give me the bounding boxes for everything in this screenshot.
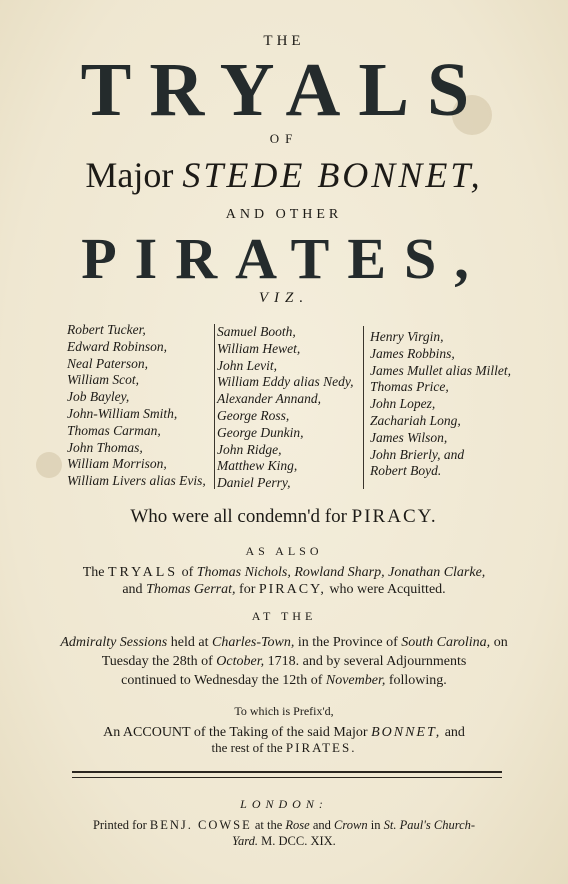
names-column-2	[217, 324, 354, 492]
text-run: in	[370, 818, 381, 832]
text-run: and	[122, 582, 143, 597]
title-and-other: AND OTHER	[225, 207, 343, 222]
account-line-2	[0, 740, 568, 756]
name-entry: Samuel Booth,	[217, 324, 296, 339]
name-entry: Matthew King,	[217, 458, 298, 474]
name-entry: John Levit,	[217, 357, 277, 373]
text-run: TRYALS	[107, 565, 179, 580]
name-entry: William Hewet,	[217, 340, 301, 356]
text-run: who were Acquitted.	[329, 582, 446, 597]
title-pirates: PIRATES,	[81, 226, 487, 291]
text-run: An ACCOUNT of the Taking of the said Major	[103, 725, 368, 740]
text-run: Yard.	[232, 834, 259, 848]
paper-stain	[36, 452, 62, 478]
imprint-line-1	[0, 818, 568, 833]
name-entry: Zachariah Long,	[370, 412, 461, 428]
text-run: Rose	[285, 818, 310, 832]
acquitted-names: Thomas Nichols, Rowland Sharp, Jonathan Clarke,	[196, 565, 486, 580]
name-entry: John Ridge,	[217, 441, 282, 457]
name-entry: John Brierly, and	[370, 446, 465, 462]
names-block	[67, 322, 517, 492]
name-entry: Daniel Perry,	[217, 475, 291, 491]
names-column-3	[370, 329, 511, 480]
text-run: South Carolina,	[401, 635, 491, 650]
sessions-line-3	[0, 673, 568, 689]
title-name: STEDE BONNET,	[182, 155, 483, 195]
name-entry: John-William Smith,	[67, 405, 178, 421]
name-entry: Edward Robinson,	[67, 338, 168, 354]
imprint-line-2	[0, 834, 568, 849]
text-run: November,	[325, 673, 386, 688]
text-run: Printed for	[92, 818, 147, 832]
name-entry: John Lopez,	[370, 396, 436, 412]
name-entry: James Wilson,	[370, 429, 448, 445]
name-entry: William Eddy alias Nedy,	[217, 374, 354, 390]
name-entry: Robert Tucker,	[67, 322, 146, 337]
condemned-text: Who were all condemn'd for	[130, 506, 347, 527]
text-run: October,	[216, 654, 265, 669]
sessions-line-1	[0, 635, 568, 651]
names-column-1	[67, 322, 206, 490]
condemned-word: PIRACY.	[351, 506, 438, 527]
name-entry: John Thomas,	[67, 439, 143, 455]
text-run: for	[239, 582, 256, 597]
acquitted-names: Thomas Gerrat,	[146, 582, 236, 597]
name-entry: George Dunkin,	[217, 424, 304, 440]
column-divider	[214, 324, 215, 489]
title-the: THE	[263, 33, 305, 49]
double-rule-bottom	[72, 777, 502, 778]
text-run: continued to Wednesday the 12th of	[121, 673, 323, 688]
name-entry: Thomas Price,	[370, 379, 449, 395]
text-run: BENJ. COWSE	[149, 818, 252, 832]
text-run: and	[444, 725, 465, 740]
title-major-line	[0, 153, 568, 197]
account-line-1	[0, 725, 568, 741]
text-run: Tuesday the 28th of	[101, 654, 213, 669]
name-entry: George Ross,	[217, 407, 290, 423]
as-also: AS ALSO	[245, 544, 323, 558]
text-run: BONNET,	[371, 725, 442, 740]
sessions-line-2	[0, 654, 568, 670]
name-entry: Robert Boyd.	[370, 463, 442, 479]
text-run: following.	[388, 673, 447, 688]
at-the: AT THE	[251, 609, 317, 623]
text-run: at the	[254, 818, 283, 832]
name-entry: Job Bayley,	[67, 389, 130, 405]
name-entry: Thomas Carman,	[67, 422, 161, 438]
text-run: The	[82, 565, 105, 580]
text-run: on	[493, 635, 508, 650]
text-run: the rest of the	[211, 740, 283, 755]
name-entry: James Mullet alias Millet,	[370, 362, 511, 378]
text-run: in the Province of	[297, 635, 398, 650]
text-run: PIRACY,	[258, 582, 326, 597]
title-major: Major	[85, 155, 174, 195]
imprint-london: LONDON:	[240, 797, 328, 811]
column-divider	[363, 326, 364, 489]
name-entry: William Livers alias Evis,	[67, 473, 206, 489]
name-entry: Henry Virgin,	[370, 329, 444, 344]
condemned-line	[0, 506, 568, 528]
title-viz: VIZ.	[258, 290, 310, 306]
acquitted-line-2	[0, 582, 568, 598]
text-run: Charles-Town,	[211, 635, 295, 650]
acquitted-line-1	[0, 565, 568, 581]
name-entry: James Robbins,	[370, 345, 455, 361]
double-rule-top	[72, 771, 502, 773]
text-run: of	[181, 565, 194, 580]
text-run: 1718. and by several Adjournments	[267, 654, 467, 669]
name-entry: William Scot,	[67, 372, 139, 388]
imprint-date: M. DCC. XIX.	[261, 834, 336, 848]
prefixed: To which is Prefix'd,	[234, 704, 334, 718]
name-entry: William Morrison,	[67, 456, 167, 472]
text-run: and	[312, 818, 331, 832]
title-tryals: TRYALS	[80, 48, 488, 132]
name-entry: Alexander Annand,	[217, 391, 321, 407]
text-run: St. Paul's Church-	[383, 818, 476, 832]
name-entry: Neal Paterson,	[67, 355, 148, 371]
text-run: Crown	[334, 818, 368, 832]
title-of: OF	[269, 131, 299, 146]
text-run: Admiralty Sessions	[60, 635, 168, 650]
text-run: held at	[170, 635, 209, 650]
text-run: PIRATES.	[285, 740, 357, 755]
